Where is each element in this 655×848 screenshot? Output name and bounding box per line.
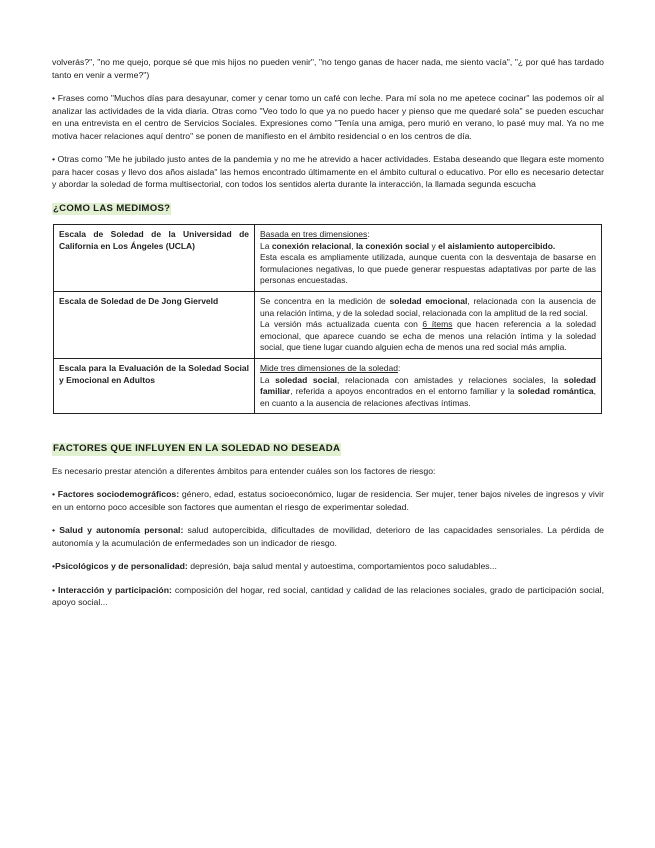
section-heading-wrap bbox=[52, 442, 604, 456]
document-page bbox=[52, 56, 604, 620]
scale-description-ucla: Basada en tres dimensiones: La conexión relacional, la conexión social y el aislamiento autopercibido. Esta escala es ampliamente utilizada, aunque cuenta con la desventaja de basarse en formulaciones negativas, lo que puede generar respuestas adaptativas por parte de las personas encuestadas. bbox=[255, 225, 602, 292]
scale-name-adults: Escala para la Evaluación de la Soledad Social y Emocional en Adultos bbox=[54, 358, 255, 413]
factors-intro: Es necesario prestar atención a diferentes ámbitos para entender cuáles son los factores de riesgo: bbox=[52, 465, 436, 476]
scale-description-dejong: Se concentra en la medición de soledad emocional, relacionada con la ausencia de una relación íntima, y de la soledad social, relacionada con la amplitud de la red social. La versión más actualizada cuenta con 6 ítems que hacen referencia a la soledad emocional, que aparece cuando se echa de menos una relación íntima y la soledad social, que tiene lugar cuando alguien echa de menos una red social más amplia. bbox=[255, 291, 602, 358]
section-heading-measure: ¿COMO LAS MEDIMOS? bbox=[53, 202, 171, 214]
table-row bbox=[54, 291, 602, 358]
table-row bbox=[54, 225, 602, 292]
factor-item: • Factores sociodemográficos: género, edad, estatus socioeconómico, lugar de residencia. Ser mujer, tener bajos niveles de ingresos y vivir en un entorno poco accesible son factores que aumentan el riesgo de experimentar soledad. bbox=[52, 489, 604, 512]
scales-table bbox=[53, 224, 602, 414]
scale-description-adults: Mide tres dimensiones de la soledad: La soledad social, relacionada con amistades y relaciones sociales, la soledad familiar, referida a apoyos encontrados en el entorno familiar y la soledad romántica, en cuanto a la ausencia de relaciones afectivas íntimas. bbox=[255, 358, 602, 413]
factor-item: •Psicológicos y de personalidad: depresión, baja salud mental y autoestima, comportamientos poco saludables... bbox=[52, 561, 497, 572]
scale-name-dejong: Escala de Soledad de De Jong Gierveld bbox=[54, 291, 255, 358]
factor-item: • Salud y autonomía personal: salud autopercibida, dificultades de movilidad, deterioro de las capacidades sensoriales. La pérdida de autonomía y la acumulación de enfermedades son un indicador de riesgo. bbox=[52, 525, 605, 548]
table-row bbox=[54, 358, 602, 413]
paragraph-frases: • Frases como "Muchos días para desayunar, comer y cenar tomo un café con leche. Para mí sola no me apetece cocinar" las podemos oír al analizar las actividades de la vida diaria. Otras como "Veo todo lo que ya no puedo hacer y pienso que me quedaré sola" se pueden escuchar en una entrevista en el centro de Servicios Sociales. Expresiones como "Tenía una amiga, pero murió en verano, lo pasé muy mal. Ya no me motiva hacer relaciones aquí dentro" se ponen de manifiesto en el ámbito residencial o en los centros de día. bbox=[52, 93, 604, 141]
paragraph-otras: • Otras como "Me he jubilado justo antes de la pandemia y no me he atrevido a hacer actividades. Estaba deseando que llegara este momento para hacer cosas y llevo dos años aislada" las hemos encontrado últimamente en el ámbito cultural o educativo. Por ello es necesario detectar y abordar la soledad de forma multisectorial, con todos los sentidos alerta durante la interacción, la llamada segunda escucha bbox=[52, 154, 604, 189]
section-heading-factors: FACTORES QUE INFLUYEN EN LA SOLEDAD NO DESEADA bbox=[53, 443, 341, 455]
scale-name-ucla: Escala de Soledad de la Universidad de California en Los Ángeles (UCLA) bbox=[54, 225, 255, 292]
quote-continuation: volverás?", "no me quejo, porque sé que mis hijos no pueden venir", "no tengo ganas de hacer nada, me siento vacía", "¿ por qué has tardado tanto en venir a verme?") bbox=[52, 57, 604, 80]
section-heading-wrap bbox=[52, 202, 604, 216]
factor-item: • Interacción y participación: composición del hogar, red social, cantidad y calidad de las relaciones sociales, grado de participación social, apoyo social... bbox=[52, 584, 605, 608]
